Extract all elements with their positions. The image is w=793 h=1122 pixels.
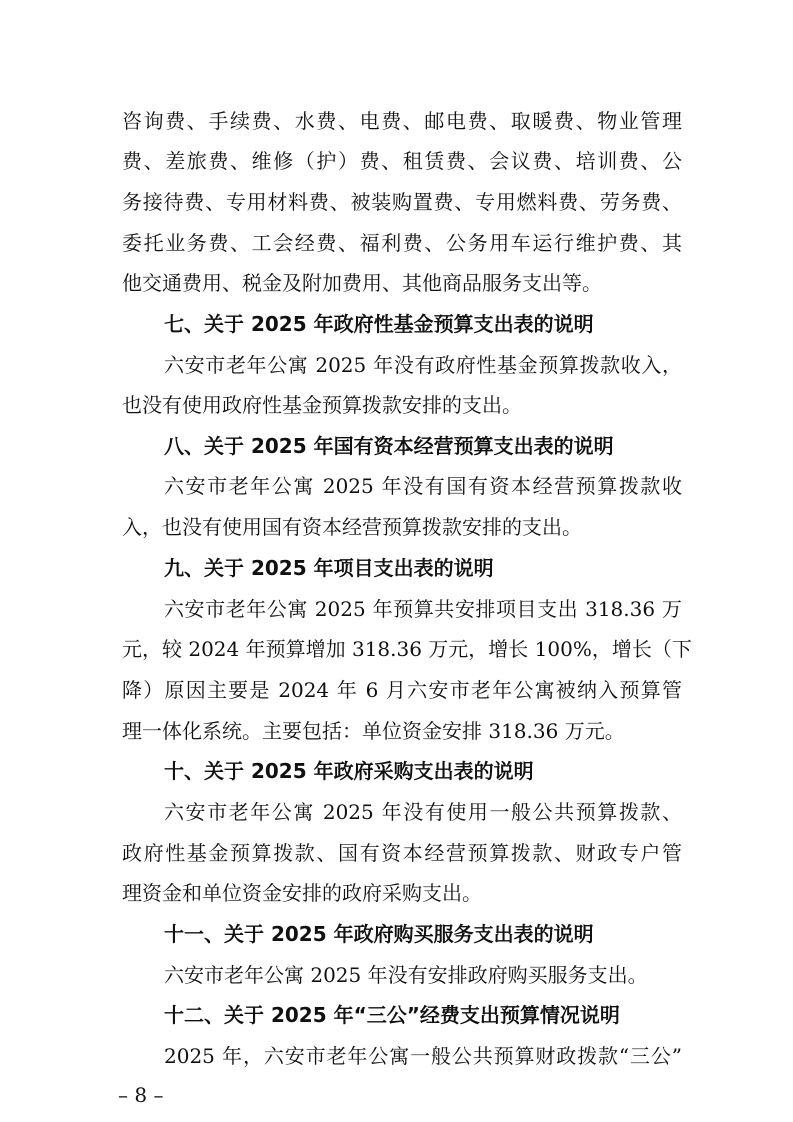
body-text-line: 理一体化系统。主要包括：单位资金安排 318.36 万元。 xyxy=(122,719,625,743)
body-text-line: 费、差旅费、维修（护）费、租赁费、会议费、培训费、公 xyxy=(122,149,682,173)
body-text-line: 也没有使用政府性基金预算拨款安排的支出。 xyxy=(122,393,522,417)
body-text-line: 六安市老年公寓 2025 年没有政府性基金预算拨款收入， xyxy=(164,353,682,377)
body-text-line: 六安市老年公寓 2025 年预算共安排项目支出 318.36 万 xyxy=(164,597,682,621)
body-text-line: 务接待费、专用材料费、被装购置费、专用燃料费、劳务费、 xyxy=(122,190,682,214)
body-text-line: 元，较 2024 年预算增加 318.36 万元，增长 100%，增长（下 xyxy=(122,637,692,661)
body-text-line: 他交通费用、税金及附加费用、其他商品服务支出等。 xyxy=(122,271,602,295)
section-heading: 十二、关于 2025 年“三公”经费支出预算情况说明 xyxy=(164,1003,620,1027)
body-text-line: 理资金和单位资金安排的政府采购支出。 xyxy=(122,881,482,905)
body-text-line: 降）原因主要是 2024 年 6 月六安市老年公寓被纳入预算管 xyxy=(122,678,682,702)
body-text-line: 入，也没有使用国有资本经营预算拨款安排的支出。 xyxy=(122,515,582,539)
body-text-line: 委托业务费、工会经费、福利费、公务用车运行维护费、其 xyxy=(122,231,682,255)
section-heading: 九、关于 2025 年项目支出表的说明 xyxy=(164,556,494,580)
body-text-line: 咨询费、手续费、水费、电费、邮电费、取暖费、物业管理 xyxy=(122,109,682,133)
section-heading: 七、关于 2025 年政府性基金预算支出表的说明 xyxy=(164,312,594,336)
section-heading: 八、关于 2025 年国有资本经营预算支出表的说明 xyxy=(164,434,614,458)
body-text-line: 政府性基金预算拨款、国有资本经营预算拨款、财政专户管 xyxy=(122,841,682,865)
page-number: – 8 – xyxy=(118,1083,164,1107)
body-text-line: 2025 年，六安市老年公寓一般公共预算财政拨款“三公” xyxy=(164,1044,682,1068)
body-text-line: 六安市老年公寓 2025 年没有国有资本经营预算拨款收 xyxy=(164,474,682,498)
body-text-line: 六安市老年公寓 2025 年没有安排政府购买服务支出。 xyxy=(164,963,648,987)
section-heading: 十一、关于 2025 年政府购买服务支出表的说明 xyxy=(164,922,594,946)
section-heading: 十、关于 2025 年政府采购支出表的说明 xyxy=(164,759,534,783)
body-text-line: 六安市老年公寓 2025 年没有使用一般公共预算拨款、 xyxy=(164,800,682,824)
